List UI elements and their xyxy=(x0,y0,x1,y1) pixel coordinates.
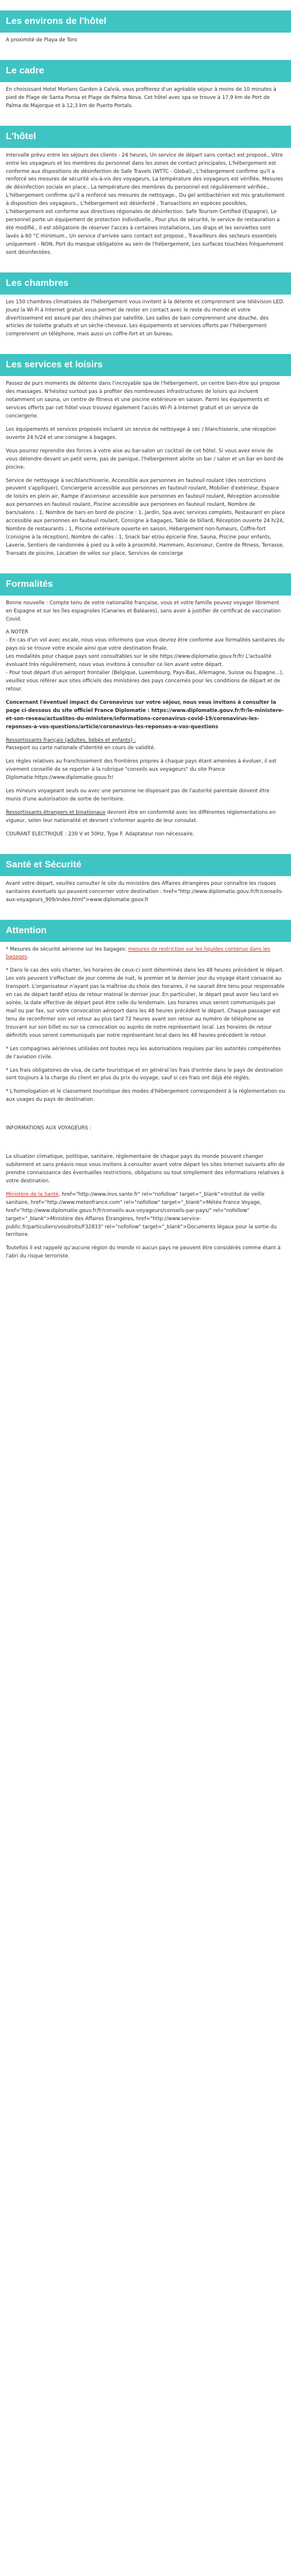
nota-line: - Pour tout départ d'un aéroport frontalier (Belgique, Luxembourg, Pays-Bas, Allemagne, Suisse ou Espagne...), veuillez vous référer aux sites officiels des ministères des pays concernés pour les conditions de départ et de retour. xyxy=(6,670,283,692)
services-paragraph: Passez de purs moments de détente dans l'incroyable spa de l'hébergement, un centre bien-être qui propose des massages. N'hésitez surtout pas à profiter des nombreuses infrastructures de loisirs qui incluent notamment un sauna, un centre de fitness et une piscine extérieure en saison. Parmi les équipements et services offerts par cet hôtel vous trouvez également l'accès Wi-Fi à Internet gratuit et un service de conciergerie. xyxy=(6,381,280,419)
links-block xyxy=(6,1191,285,1240)
ressortissants-text: Passeport ou carte nationale d'identité en cours de validité. xyxy=(6,745,155,752)
section-heading-environs: Les environs de l'hôtel xyxy=(0,10,291,33)
services-amenities-list: Service de nettoyage à sec/blanchisserie, Accessible aux personnes en fauteuil roulant (des restrictions peuvent s'appliquer), Conciergerie accessible aux personnes en fauteuil roulant, Mobilier d'extérieur, Espace de loisirs en plein air, Rampe d'ascenseur accessible aux personnes en fauteuil roulant, Réception accessible aux personnes en fauteuil roulant, Piscine accessible aux personnes en fauteuil roulant, Nombre de bars/salons : 1, Nombre de bars en bord de piscine : 1, Jardin, Spa avec services complets, Restaurant en place accessible aux personnes en fauteuil roulant, Consigne à bagages, Table de billard, Réception ouverte 24 h/24, Nombre de restaurants : 1, Piscine extérieure ouverte en saison, Hébergement non-fumeurs, Coffre-fort (consigne à la réception), Nombre de cafés : 1, Snack bar et/ou épicerie fine, Sauna, Piscine pour enfants, Laverie, Sentiers de randonnée à pied ou à vélo à proximité, Hammam, Ascenseur, Centre de fitness, Terrasse, Transats de piscine, Location de vélos sur place, Services de concierge xyxy=(6,477,285,557)
links-text: , href="http://www.invs.sante.fr" rel="nofollow" target="_blank">Institut de veille sanitaire, href="http://www.meteofrance.com" rel="nofollow" target="_blank">Météo France Voyage, href="http://www.diplomatie.gouv.fr/fr/conseils-aux-voyageurs/conseils-par-pays/" rel="nofollow" target="_blank">Ministère des Affaires Étrangères, href="http://www.service-public.fr/particuliers/vosdroits/F32833" rel="nofollow" target="_blank">Documents légaux pour la sortie du territoire. xyxy=(6,1191,277,1238)
page xyxy=(0,0,291,1266)
section-heading-attention: Attention xyxy=(0,920,291,942)
etrangers-block xyxy=(6,809,285,825)
etrangers-label: Ressortissants étrangers et binationaux xyxy=(6,810,106,816)
informations-title: INFORMATIONS AUX VOYAGEURS : xyxy=(6,1125,91,1132)
section-attention xyxy=(0,942,291,1266)
services-paragraph: Les équipements et services proposés incluent un service de nettoyage à sec / blanchisserie, une réception ouverte 24 h/24 et une consigne à bagages. xyxy=(6,426,276,441)
hotel-text: Intervalle prévu entre les séjours des clients - 24 heures, Un service de départ sans contact est proposé., Vitre entre les voyageurs et les membres du personnel dans les zones de contact principales, L'hébergement est conforme aux dispositions de désinfection de Safe Travels (WTTC - Global)., L'hébergement confirme qu'il a renforcé ses mesures de sécurité vis-à-vis des voyageurs, La température des voyageurs est vérifiée, Mesures de désinfection sociale en place., La température des membres du personnel est régulièrement vérifiée., L'hébergement confirme qu'il a renforcé ses mesures de nettoyage., Du gel antibactérien est mis gratuitement à disposition des voyageurs., L'hébergement est désinfecté , Transactions en espèces possibles, L'hébergement est conforme aux directives régionales de désinfection. Safe Tourism Certified (Espagne), Le personnel porte un équipement de protection individuelle., Pour plus de sécurité, le service de restauration a été modifié., Il est obligatoire de réserver l'accès à certaines installations, Les draps et les serviettes sont lavés à 60 °C minimum., Un service d'arrivée sans contact est proposé., Travailleurs des secteurs essentiels uniquement - NON, Port du masque obligatoire au sein de l'hébergement, Les surfaces touchées fréquemment sont désinfectées. xyxy=(6,152,285,256)
nota-line: Les modalités pour chaque pays sont consultables sur le site https://www.diplomatie.gouv.fr/fr/ L'actualité évoluant très régulièrement, nous vous invitons à consulter ce lien avant votre départ. xyxy=(6,654,272,668)
section-heading-sante: Santé et Sécurité xyxy=(0,854,291,876)
courant-electrique: COURANT ELECTRIQUE : 230 V et 50Hz, Type F. Adaptateur non nécessaire. xyxy=(6,831,194,837)
section-heading-chambres: Les chambres xyxy=(0,272,291,295)
section-heading-cadre: Le cadre xyxy=(0,60,291,82)
section-chambres xyxy=(0,295,291,344)
mineurs-text: Les mineurs voyageant seuls ou avec une personne ne disposant pas de l'autorité parentale doivent être munis d'une autorisation de sortie de territoire. xyxy=(6,788,269,803)
ministere-sante-link[interactable]: Ministère de la Santé xyxy=(6,1191,59,1197)
homologation-notice: * L'homologation et le classement touristique des modes d'hébergement correspondent à la réglementation ou aux usages du pays de destination. xyxy=(6,1089,285,1103)
section-sante xyxy=(0,876,291,909)
section-services xyxy=(0,376,291,562)
section-formalites xyxy=(0,596,291,844)
nota-block xyxy=(6,629,285,693)
sante-text: Avant votre départ, veuillez consulter le site du ministère des Affaires étrangères pour connaître les risques sanitaires éventuels qui peuvent concerner votre destination : href="http://www.diplomatie.gouv.fr/fr/conseils-aux-voyageurs_909/index.html">www.diplomatie.gouv.fr xyxy=(6,880,283,903)
section-heading-services: Les services et loisirs xyxy=(0,354,291,376)
visa-notice: * Les frais obligatoires de visa, de carte touristique et en général les frais d'entrée dans le pays de destination sont toujours à la charge du client en plus du prix du voyage, sauf si ces frais ont déjà été réglés. xyxy=(6,1067,283,1082)
section-hotel xyxy=(0,148,291,262)
coronavirus-notice: Concernant l'éventuel impact du Coronavirus sur votre séjour, nous vous invitons à consulter la page ci-dessous du site officiel France Diplomatie : https://www.diplomatie.gouv.fr/fr/le-ministere-et-son-reseau/actualites-du-ministere/informations-coronavirus-covid-19/coronavirus-les-reponses-a-vos-questions/article/coronavirus-les-reponses-a-vos-questions xyxy=(6,699,284,730)
services-paragraph: Vous pourrez reprendre des forces à votre aise au bar-salon un cocktail de cet hôtel. Si vous avez envie de vous détendre devant un petit verre, pas de panique, l'hébergement abrite un bar / salon et un bar en bord de piscine. xyxy=(6,448,283,470)
section-cadre xyxy=(0,82,291,115)
bagages-notice: * Mesures de sécurité aérienne sur les bagages: mesures de restriction sur les liquides contenus dans les bagages. xyxy=(6,946,271,961)
charter-notice: * Dans le cas des vols charter, les horaires de ceux-ci sont déterminés dans les 48 heures précédent le départ. Les vols peuvent s'effectuer de jour comme de nuit, le premier et le dernier jour du voyage étant consacré au transport. L'organisateur n'ayant pas la maîtrise du choix des horaires, il ne saurait être tenu pour responsable en cas de départ tardif et/ou de retour matinal le dernier jour. En particulier, le départ peut avoir lieu tard en soirée, la date effective de départ peut être celle du lendemain. Les horaires vous seront communiqués par mail ou par fax, sur votre convocation aéroport dans les 48 heures précédent le départ. Chaque passager est tenu de reconfirmer son vol retour au plus tard 72 heures avant son retour au numéro de téléphone se trouvant sur son billet ou sur sa convocation ou auprès de notre représentant local. Les horaires de retour définitifs vous seront communiqués par notre représentant local dans les 48 heures précédent le retour. xyxy=(6,968,285,1039)
section-environs xyxy=(0,33,291,49)
ressortissants-block xyxy=(6,737,285,753)
ressortissants-label: Ressortissants français (adultes, bébés et enfants) : xyxy=(6,737,136,743)
chambres-text: Les 150 chambres climatisées de l'hébergement vous invitent à la détente et comprennent une télévision LED. Jouez la Wi-Fi à Internet gratuit vous permet de rester en contact avec le reste du monde et votre divertissement est assuré par des chaînes par satellite. Les salles de bain comprennent une douche, des articles de toilette gratuits et un sèche-cheveux. Les équipements et services offerts par l'hébergement comprennent un téléphone, mais aussi un coffre-fort et un bureau. xyxy=(6,299,285,338)
nota-line: - En cas d'un vol avec escale, nous vous informons que vous devrez être conforme aux formalités sanitaires du pays où se trouve votre escale ainsi que votre destination finale. xyxy=(6,637,285,652)
compagnies-notice: * Les compagnies aériennes utilisées ont toutes reçu les autorisations requises par les autorités compétentes de l'aviation civile. xyxy=(6,1046,281,1060)
informations-text: La situation climatique, politique, sanitaire, réglementaire de chaque pays du monde pouvant changer subitement et sans préavis nous vous invitons à consulter avant votre départ les sites Internet suivants afin de prendre connaissance des éventuelles restrictions, obligations ou tout simplement des informations relatives à votre destination. xyxy=(6,1154,285,1184)
liquides-link[interactable]: mesures de restriction sur les liquides contenus dans les bagages xyxy=(6,946,271,961)
section-heading-hotel: L'hôtel xyxy=(0,126,291,148)
section-heading-formalites: Formalités xyxy=(0,573,291,596)
regles-text: Les règles relatives au franchissement des frontières propres à chaque pays étant amenées à évoluer, il est vivement conseillé de se reporter à la rubrique "conseils aux voyageurs" du site France Diplomatie:https://www.diplomatie.gouv.fr/ xyxy=(6,759,277,781)
cadre-text: En choisissant Hotel Morlans Garden à Calvià, vous profiterez d'un agréable séjour à moins de 10 minutes à pied de Plage de Santa Ponsa et Plage de Palma Nova. Cet hôtel avec spa se trouve à 17,9 km de Port de Palma de Majorque et à 12,3 km de Puerto Portals. xyxy=(6,86,276,109)
formalites-intro: Bonne nouvelle : Compte tenu de votre nationalité française, vous et votre famille pouvez voyager librement en Espagne et sur les îles espagnoles (Canaries et Baléares), sans avoir à justifier de certificat de vaccination Covid. xyxy=(6,600,281,622)
etrangers-text: devront être en conformité avec les différentes réglementations en vigueur, selon leur nationalité et devront s'informer auprès de leur consulat. xyxy=(6,810,276,824)
terrorisme-notice: Toutefois il est rappelé qu'aucune région du monde ni aucun pays ne peuvent être considérés comme étant à l'abri du risque terroriste. xyxy=(6,1245,281,1260)
nota-title: A NOTER xyxy=(6,629,29,636)
environs-text: A proximité de Playa de Toro xyxy=(6,37,77,43)
